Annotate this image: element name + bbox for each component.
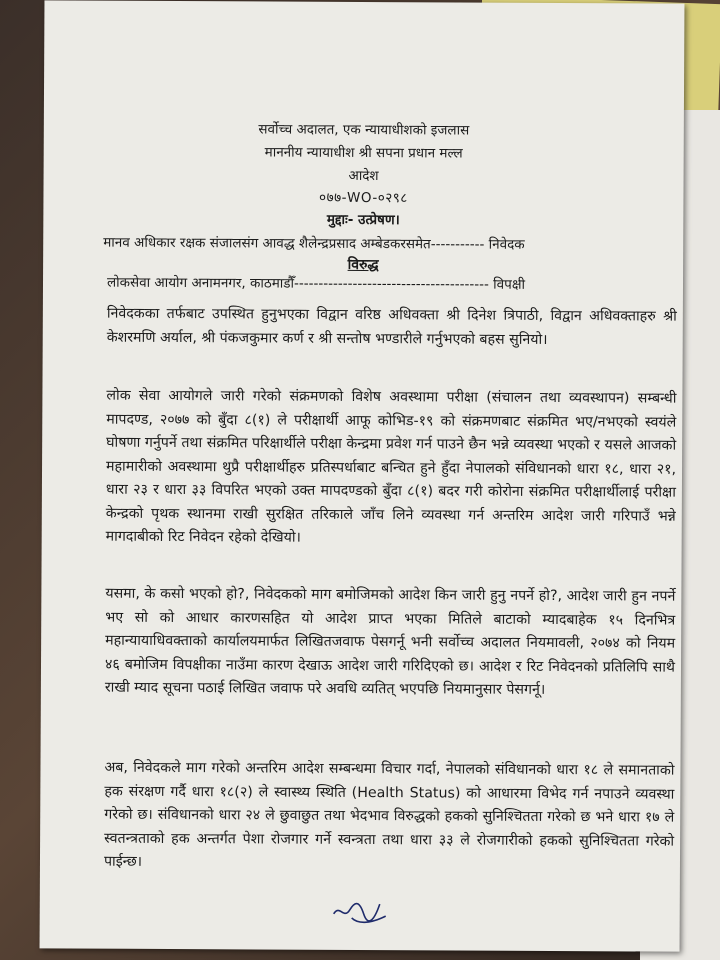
paragraph-show-cause: यसमा, के कसो भएको हो?, निवेदकको माग बमोजिमको आदेश किन जारी हुनु नपर्ने हो?, आदेश जारी हुन नपर्ने भए सो को आधार कारणसहित यो आदेश प्राप्त भएका मितिले बाटाको म्यादबाहेक १५ दिनभित्र महान्यायाधिवक्ताको कार्यालयमार्फत लिखितजवाफ पेसगर्नू भनी सर्वोच्च अदालत नियमावली, २०७४ को नियम ४६ बमोजिम विपक्षीका नाउँमा कारण देखाऊ आदेश जारी गरिदिएको छ। आदेश र रिट निवेदनको प्रतिलिपि साथै राखी म्याद सूचना पठाई लिखित जवाफ परे अवधि व्यतित् भएपछि नियमानुसार पेसगर्नू।	[104, 585, 676, 698]
judge-name: माननीय न्यायाधीश श्री सपना प्रधान मल्ल	[264, 144, 463, 162]
handwritten-signature	[330, 894, 390, 930]
paragraph-interim-order: अब, निवेदकले माग गरेको अन्तरिम आदेश सम्बन्धमा विचार गर्दा, नेपालको संविधानको धारा १८ ले समानताको हक संरक्षण गर्दै धारा १८(२) ले स्वास्थ्य स्थिति (Health Status) को आधारमा विभेद गर्न नपाउने व्यवस्था गरेको छ। संविधानको धारा २४ ले छुवाछुत तथा भेदभाव विरुद्धको हकको सुनिश्चितता गरेको छ भने धारा १७ ले स्वतन्त्रताको हक अन्तर्गत पेशा रोजगार गर्ने स्वन्त्रता तथा धारा ३३ ले रोजगारीको हकको सुनिश्चितता गरेको पाईन्छ।	[103, 759, 675, 870]
paragraph-petition: लोक सेवा आयोगले जारी गरेको संक्रमणको विशेष अवस्थामा परीक्षा (संचालन तथा व्यवस्थापन) सम्बन्धी मापदण्ड, २०७७ को बुँदा ८(१) ले परीक्षार्थी आफू कोभिड-१९ को संक्रमणबाट संक्रमित भए/नभएको स्वयंले घोषणा गर्नुपर्ने तथा संक्रमित परिक्षार्थीले परीक्षा केन्द्रमा प्रवेश गर्न पाउने छैन भन्ने व्यवस्था भएको र यसले आजको महामारीको अवस्थामा थुप्रै परीक्षार्थीहरु प्रतिस्पर्धाबाट बन्चित हुने हुँदा नेपालको संविधानको धारा १८, धारा २१, धारा २३ र धारा ३३ विपरित भएको उक्त मापदण्डको बुँदा ८(१) बदर गरी कोरोना संक्रमित परीक्षार्थीलाई परीक्षा केन्द्रको पृथक स्थानमा राखी सुरक्षित तरिकाले जाँच लिने व्यवस्था गर्न अन्तरिम आदेश जारी गरिपाउँ भन्ने मागदाबीको रिट निवेदन रहेको देखियो।	[105, 387, 677, 546]
case-number: ०७७-WO-०२९८	[319, 189, 408, 207]
respondent-line: लोकसेवा आयोग अनामनगर, काठमाडौँ---------------------------------------- विपक्षी	[106, 274, 526, 293]
court-name: सर्वोच्च अदालत, एक न्यायाधीशको इजलास	[258, 121, 470, 139]
paragraph-hearing: निवेदकका तर्फबाट उपस्थित हुनुभएका विद्वान वरिष्ठ अधिवक्ता श्री दिनेश त्रिपाठी, विद्वान अधिवक्ताहरु श्री केशरमणि अर्याल, श्री पंकजकुमार कर्ण र श्री सन्तोष भण्डारीले गर्नुभएको बहस सुनियो।	[106, 305, 677, 348]
petitioner-line: मानव अधिकार रक्षक संजालसंग आवद्ध शैलेन्द्रप्रसाद अम्बेडकरसमेत----------- निवेदक	[103, 234, 525, 253]
versus-label: विरुद्ध	[347, 256, 379, 274]
order-title: आदेश	[348, 167, 379, 185]
court-order-page	[40, 0, 685, 951]
case-subject: मुद्दाः- उत्प्रेषण।	[326, 211, 400, 229]
